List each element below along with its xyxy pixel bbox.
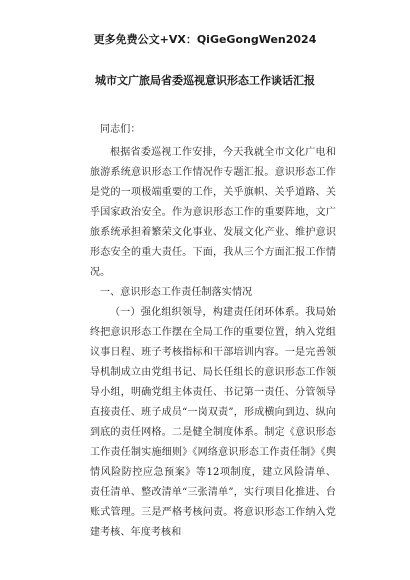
salutation: 同志们： — [100, 124, 141, 135]
section-heading: 一、意识形态工作责任制落实情况 — [100, 287, 253, 298]
document-body — [90, 120, 336, 543]
promo-header: 更多免费公文+VX：QiGeGongWen2024 — [93, 33, 317, 46]
intro-paragraph: 根据省委巡视工作安排，今天我就全市文化广电和旅游系统意识形态工作情况作专题汇报。意识形态工作是党的一项极端重要的工作，关乎旗帜、关乎道路、关乎国家政治安全。作为意识形态工作的重要阵地，文广旅系统承担着繁荣文化事业、发展文化产业、维护意识形态安全的重大责任。下面，我从三个方面汇报工作情况。 — [90, 147, 336, 278]
document-title: 城市文广旅局省委巡视意识形态工作谈话汇报 — [95, 74, 315, 87]
body-paragraph: （一）强化组织领导，构建责任闭环体系。我局始终把意识形态工作摆在全局工作的重要位置，纳入党组议事日程、班子考核指标和干部培训内容。一是完善领导机制成立由党组书记、局长任组长的意识形态工作领导小组，明确党组主体责任、书记第一责任、分管领导直接责任、班子成员“一岗双责”，形成横向到边、纵向到底的责任网格。二是健全制度体系。制定《意识形态工作责任制实施细则》《网络意识形态工作责任制》《舆情风险防控应急预案》等12项制度，建立风险清单、责任清单、整改清单“三张清单”，实行项目化推进、台账式管理。三是严格考核问责。将意识形态工作纳入党建考核、年度考核和 — [90, 307, 336, 538]
